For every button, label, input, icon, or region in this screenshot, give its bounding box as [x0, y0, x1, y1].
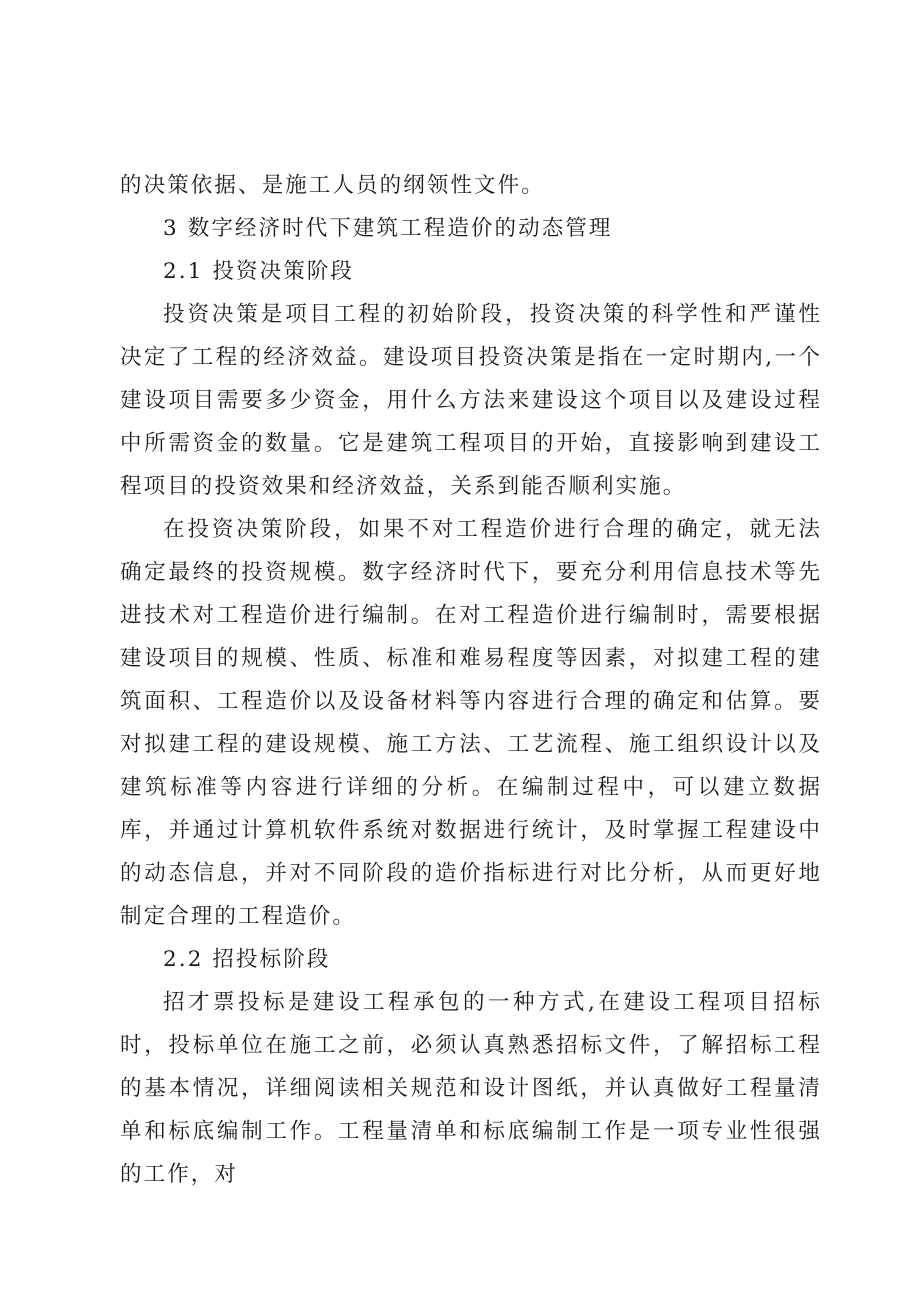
paragraph-investment-1: 投资决策是项目工程的初始阶段，投资决策的科学性和严谨性决定了工程的经济效益。建设项目投资决策是指在一定时期内,一个建设项目需要多少资金，用什么方法来建设这个项目以及建设过程中所需资金的数量。它是建筑工程项目的开始，直接影响到建设工程项目的投资效果和经济效益，关系到能否顺利实施。 — [120, 302, 822, 499]
continuation-text: 的决策依据、是施工人员的纲领性文件。 — [120, 173, 545, 198]
paragraph-bidding-1: 招才票投标是建设工程承包的一种方式,在建设工程项目招标时，投标单位在施工之前，必须认真熟悉招标文件，了解招标工程的基本情况，详细阅读相关规范和设计图纸，并认真做好工程量清单和标底编制工作。工程量清单和标底编制工作是一项专业性很强的工作，对 — [120, 990, 822, 1187]
subsection-heading-bidding: 2.2 招投标阶段 — [163, 947, 331, 972]
subsection-heading-investment: 2.1 投资决策阶段 — [163, 259, 355, 284]
paragraph-investment-2: 在投资决策阶段，如果不对工程造价进行合理的确定，就无法确定最终的投资规模。数字经济时代下，要充分利用信息技术等先进技术对工程造价进行编制。在对工程造价进行编制时，需要根据建设项目的规模、性质、标准和难易程度等因素，对拟建工程的建筑面积、工程造价以及设备材料等内容进行合理的确定和估算。要对拟建工程的建设规模、施工方法、工艺流程、施工组织设计以及建筑标准等内容进行详细的分析。在编制过程中，可以建立数据库，并通过计算机软件系统对数据进行统计，及时掌握工程建设中的动态信息，并对不同阶段的造价指标进行对比分析，从而更好地制定合理的工程造价。 — [120, 517, 822, 929]
section-heading: 3 数字经济时代下建筑工程造价的动态管理 — [163, 216, 613, 241]
body-text — [120, 164, 822, 1196]
